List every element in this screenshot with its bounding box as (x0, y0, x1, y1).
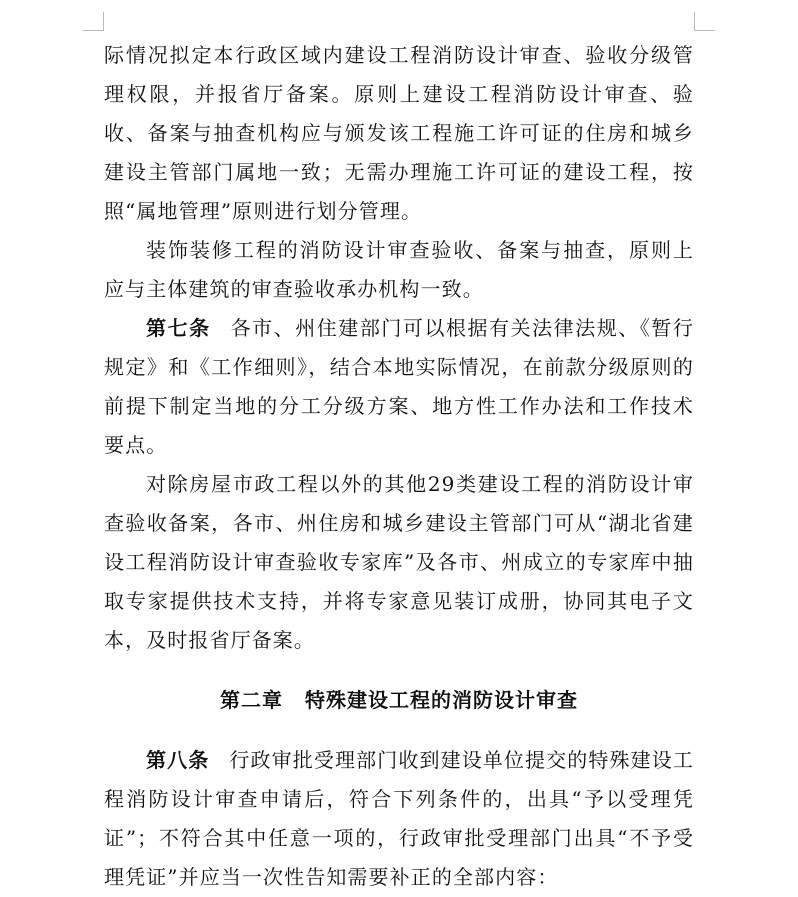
crop-mark-top-left (83, 12, 104, 31)
article-8-label: 第八条 (146, 748, 210, 772)
paragraph-text: 际情况拟定本行政区域内建设工程消防设计审查、验收分级管理权限，并报省厅备案。原则上建设工程消防设计审查、验收、备案与抽查机构应与颁发该工程施工许可证的住房和城乡建设主管部门属地一致；无需办理施工许可证的建设工程，按照“属地管理”原则进行划分管理。 (104, 43, 694, 223)
paragraph-decoration-works (104, 231, 694, 309)
chapter-number: 第二章 (220, 688, 283, 712)
chapter-title: 特殊建设工程的消防设计审查 (305, 688, 578, 712)
article-8 (104, 741, 694, 897)
chapter-heading (104, 681, 694, 720)
paragraph-text: 装饰装修工程的消防设计审查验收、备案与抽查，原则上应与主体建筑的审查验收承办机构一致。 (104, 238, 694, 301)
crop-mark-top-right (694, 12, 715, 31)
article-7 (104, 309, 694, 465)
article-7-label: 第七条 (146, 316, 211, 340)
paragraph-text: 对除房屋市政工程以外的其他29类建设工程的消防设计审查验收备案，各市、州住房和城乡建设主管部门可从“湖北省建设工程消防设计审查验收专家库”及各市、州成立的专家库中抽取专家提供技术支持，并将专家意见装订成册，协同其电子文本，及时报省厅备案。 (104, 472, 694, 652)
paragraph-continued (104, 36, 694, 231)
article-8-text: 行政审批受理部门收到建设单位提交的特殊建设工程消防设计审查申请后，符合下列条件的，出具“予以受理凭证”；不符合其中任意一项的，行政审批受理部门出具“不予受理凭证”并应当一次性告知需要补正的全部内容： (104, 748, 694, 889)
article-7-text: 各市、州住建部门可以根据有关法律法规、《暂行规定》和《工作细则》，结合本地实际情况，在前款分级原则的前提下制定当地的分工分级方案、地方性工作办法和工作技术要点。 (104, 316, 694, 457)
document-body (104, 36, 694, 897)
paragraph-expert-support (104, 465, 694, 660)
